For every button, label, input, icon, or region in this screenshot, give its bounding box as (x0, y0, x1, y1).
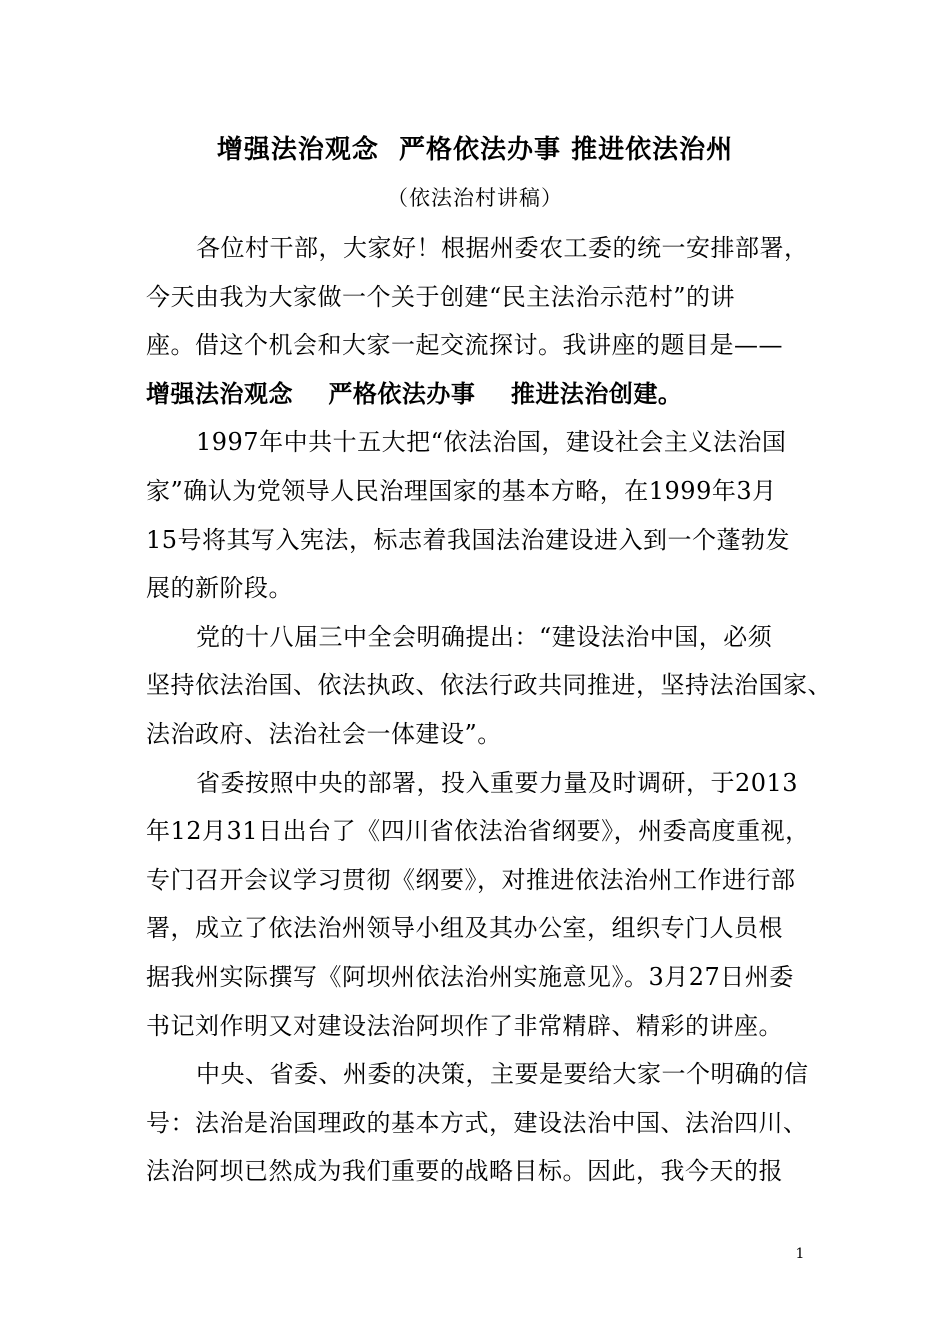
body-line: 座。借这个机会和大家一起交流探讨。我讲座的题目是—— (146, 331, 783, 360)
body-line: 法治阿坝已然成为我们重要的战略目标。因此，我今天的报 (146, 1157, 783, 1186)
body-line: 家”确认为党领导人民治理国家的基本方略，在1999年3月 (146, 476, 777, 505)
body-line: 法治政府、法治社会一体建设”。 (146, 719, 502, 748)
document-body (146, 224, 832, 1196)
body-line: 坚持依法治国、依法执政、依法行政共同推进，坚持法治国家、 (146, 671, 832, 700)
body-line: 书记刘作明又对建设法治阿坝作了非常精辟、精彩的讲座。 (146, 1011, 783, 1040)
body-line: 1997年中共十五大把“依法治国，建设社会主义法治国 (196, 428, 787, 457)
body-line: 中央、省委、州委的决策，主要是要给大家一个明确的信 (196, 1060, 809, 1089)
body-line: 省委按照中央的部署，投入重要力量及时调研，于2013 (196, 768, 799, 797)
body-line: 展的新阶段。 (146, 574, 293, 603)
lecture-topic: 增强法治观念 严格依法办事 推进法治创建。 (146, 378, 683, 408)
body-line: 署，成立了依法治州领导小组及其办公室，组织专门人员根 (146, 914, 783, 943)
body-line: 年12月31日出台了《四川省依法治省纲要》，州委高度重视， (146, 817, 810, 846)
document-title: 增强法治观念 严格依法办事 推进依法治州 (216, 135, 734, 165)
body-line: 15号将其写入宪法，标志着我国法治建设进入到一个蓬勃发 (146, 525, 791, 554)
body-line: 号：法治是治国理政的基本方式，建设法治中国、法治四川、 (146, 1108, 808, 1137)
document-subtitle: （依法治村讲稿） (387, 186, 563, 210)
body-line: 党的十八届三中全会明确提出：“建设法治中国，必须 (196, 622, 773, 651)
body-line: 各位村干部，大家好！根据州委农工委的统一安排部署， (196, 234, 809, 262)
body-line: 今天由我为大家做一个关于创建“民主法治示范村”的讲 (146, 282, 736, 311)
body-line: 专门召开会议学习贯彻《纲要》，对推进依法治州工作进行部 (146, 865, 796, 894)
body-line: 据我州实际撰写《阿坝州依法治州实施意见》。3月27日州委 (146, 962, 794, 991)
page-number: 1 (795, 1246, 805, 1262)
